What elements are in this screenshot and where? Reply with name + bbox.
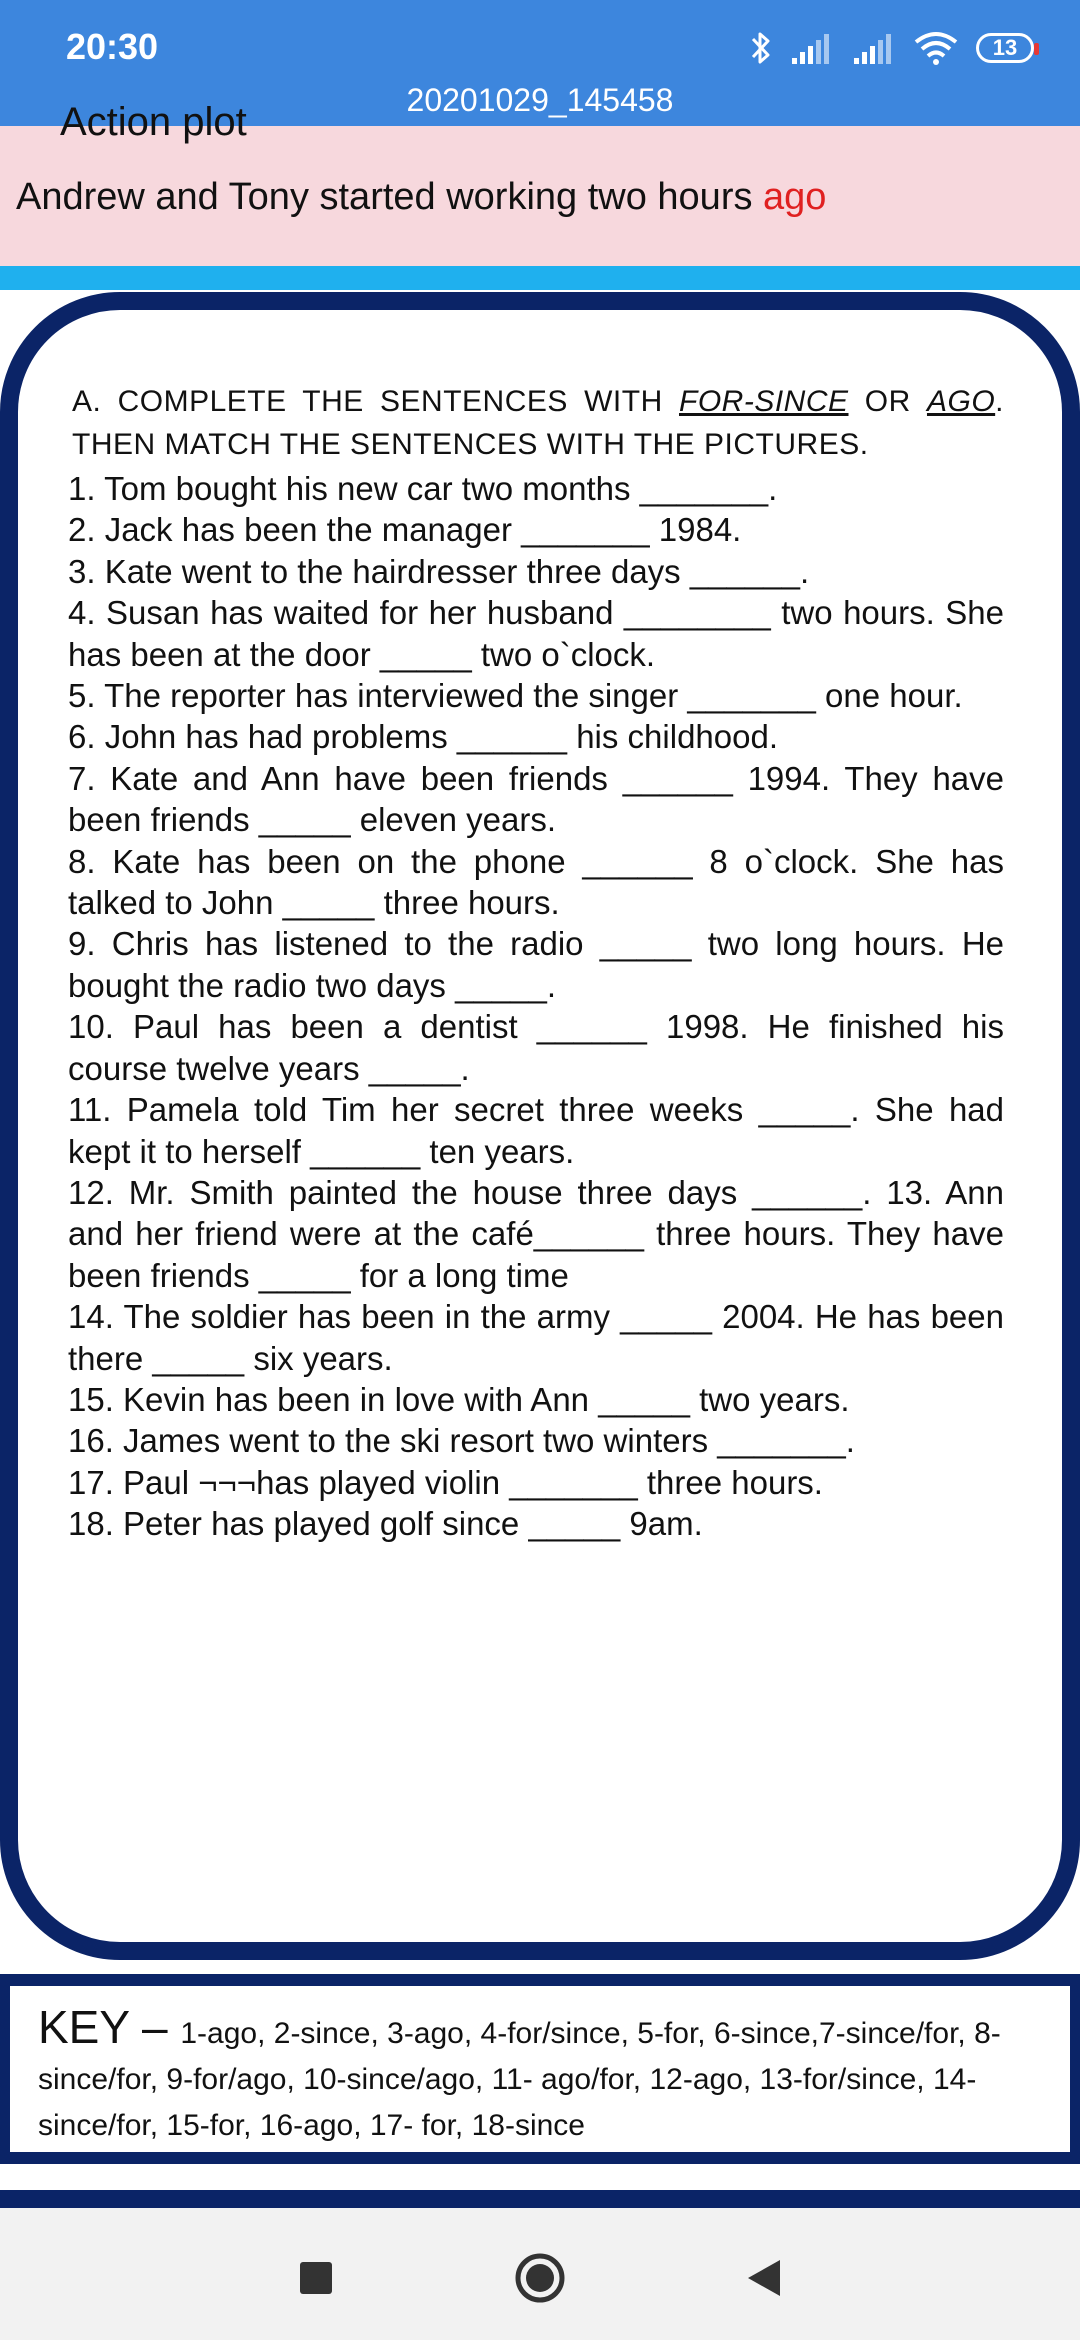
status-icons [750,26,1034,70]
file-title: 20201029_145458 [406,82,674,118]
previous-slide-top-text: Action plot [60,100,247,144]
instruction-text: . THEN MATCH THE SENTENCES WITH THE PICTURES. [72,385,1004,461]
list-item: 3. Kate went to the hairdresser three days ______. [68,552,810,590]
list-item: 4. Susan has waited for her husband ________ two hours. She has been at the door _____ two o`clock. [68,594,1004,673]
wifi-icon [914,30,958,66]
square-icon [299,2261,333,2295]
list-item: 18. Peter has played golf since _____ 9am. [68,1505,703,1543]
list-item: 5. The reporter has interviewed the singer _______ one hour. [68,677,963,715]
signal-icon [852,30,896,66]
signal-icon [790,30,834,66]
list-item: 7. Kate and Ann have been friends ______ 1994. They have been friends _____ eleven years. [68,759,1004,839]
list-item: 1. Tom bought his new car two months _______. [68,470,778,507]
answer-key [38,2001,1052,2149]
list-item: 12. Mr. Smith painted the house three days ______. 13. Ann and her friend were at the café______ three hours. They have been friends _____ for a long time [68,1173,1004,1294]
previous-slide-sentence-highlight: ago [763,176,827,218]
recents-button[interactable] [286,2248,346,2308]
back-triangle-icon [746,2258,782,2298]
list-item: 9. Chris has listened to the radio _____ two long hours. He bought the radio two days _____. [68,925,1004,1004]
bluetooth-icon [750,29,772,67]
battery-icon: 13 [976,33,1034,63]
worksheet-content [68,380,1004,1545]
sentence-list [68,468,1004,1545]
list-item: 10. Paul has been a dentist ______ 1998. He finished his course twelve years _____. [68,1008,1004,1087]
home-circle-icon [514,2252,566,2304]
list-item: 2. Jack has been the manager _______ 1984. [68,511,742,549]
divider-band [0,266,1080,290]
list-item: 6. John has had problems ______ his childhood. [68,718,778,756]
list-item: 16. James went to the ski resort two winters _______. [68,1422,855,1460]
instruction-emphasis-ago: AGO [926,385,996,418]
list-item: 14. The soldier has been in the army _____ 2004. He has been there _____ six years. [68,1298,1004,1377]
instruction-emphasis-for-since: FOR-SINCE [679,385,849,418]
answer-key-label: KEY – [38,2001,181,2053]
answer-key-box [0,1974,1080,2164]
previous-slide-sentence [16,176,826,219]
answer-key-text: 1-ago, 2-since, 3-ago, 4-for/since, 5-for, 6-since,7-since/for, 8-since/for, 9-for/ago, 10-since/ago, 11- ago/for, 12-ago, 13-for/since, 14-since/for, 15-for, 16-ago, 17- for, 18-since [38,2017,1001,2142]
list-item: 17. Paul ¬¬¬has played violin _______ three hours. [68,1463,823,1501]
instruction-text: OR [848,385,927,418]
list-item: 15. Kevin has been in love with Ann _____ two years. [68,1380,850,1418]
back-button[interactable] [734,2248,794,2308]
previous-slide-sentence-main: Andrew and Tony started working two hours [16,176,764,218]
list-item: 8. Kate has been on the phone ______ 8 o`clock. She has talked to John _____ three hours. [68,842,1004,922]
list-item: 11. Pamela told Tim her secret three weeks _____. She had kept it to herself ______ ten years. [68,1091,1004,1170]
bottom-divider-band [0,2190,1080,2208]
status-time: 20:30 [66,26,159,67]
instruction-text: A. COMPLETE THE SENTENCES WITH [72,385,679,418]
navigation-bar [0,2208,1080,2340]
worksheet-instructions [72,380,1004,466]
home-button[interactable] [510,2248,570,2308]
